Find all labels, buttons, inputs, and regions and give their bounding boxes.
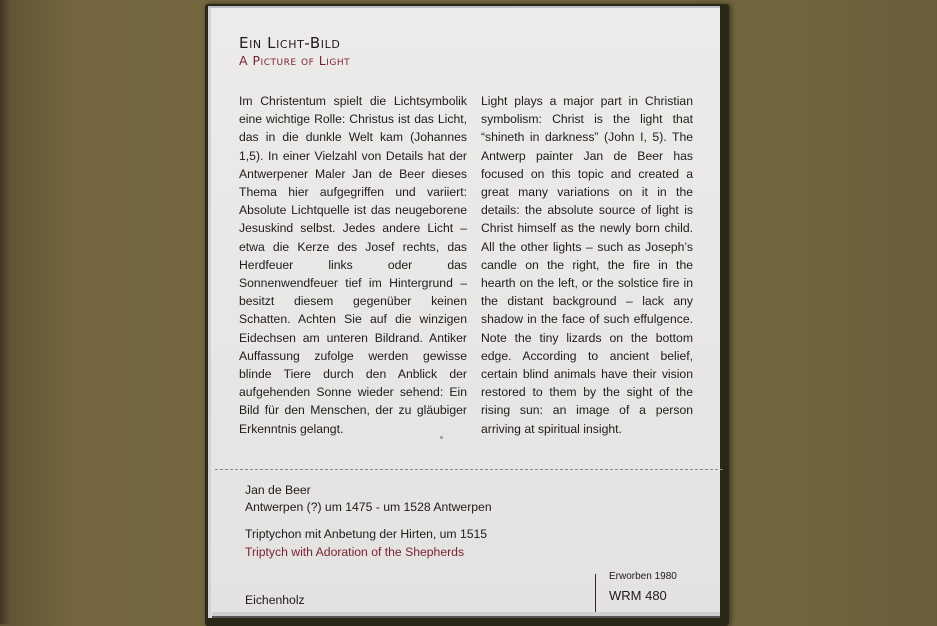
title-german: Ein Licht-Bild bbox=[239, 34, 341, 52]
vertical-separator bbox=[595, 574, 596, 614]
dashed-divider bbox=[215, 469, 723, 470]
dust-speck bbox=[440, 436, 443, 439]
title-english: A Picture of Light bbox=[239, 53, 351, 68]
description-english-text: Light plays a major part in Christian symbolism: Christ is the light that “shineth in darkness” (John I, 5). The Antwerp painter Jan de Beer has focused on this topic and created a great many variations on it in the details: the absolute source of light is Christ himself as the newly born child. All the other lights – such as Joseph’s candle on the right, the fire in the hearth on the left, or the solstice fire in the distant background – lack any shadow in the face of such effulgence. Note the tiny lizards on the bottom edge. According to ancient belief, certain blind animals have their vision restored to them by the sight of the rising sun: an image of a person arriving at spiritual insight. bbox=[481, 94, 693, 436]
artist-lifespan: Antwerpen (?) um 1475 - um 1528 Antwerpen bbox=[245, 500, 492, 514]
description-german bbox=[239, 92, 467, 438]
acrylic-bottom-edge bbox=[212, 612, 720, 618]
material: Eichenholz bbox=[245, 593, 305, 607]
description-german-text: Im Christentum spielt die Lichtsymbolik eine wichtige Rolle: Christus ist das Licht, das in die dunkle Welt kam (Johannes 1,5). In einer Vielzahl von Details hat der Antwerpener Maler Jan de Beer dieses Thema hier aufgegriffen und variiert: Absolute Lichtquelle ist das neugeborene Jesuskind selbst. Jedes andere Licht – etwa die Kerze des Josef rechts, das Herdfeuer links oder das Sonnenwendfeuer tief im Hintergrund – besitzt diesem gegenüber keinen Schatten. Achten Sie auf die winzigen Eidechsen am unteren Bildrand. Antiker Auffassung zufolge werden gewisse blinde Tiere durch den Anblick der aufgehenden Sonne wieder sehend: Ein Bild für den Menschen, der zu gläubiger Erkenntnis gelangt. bbox=[239, 94, 467, 436]
museum-placard bbox=[208, 8, 720, 618]
inventory-number: WRM 480 bbox=[609, 588, 667, 603]
work-title-english: Triptych with Adoration of the Shepherds bbox=[245, 545, 465, 559]
acquisition-year: Erworben 1980 bbox=[609, 571, 677, 582]
description-english bbox=[481, 92, 693, 438]
wall-shadow bbox=[0, 0, 10, 624]
artist-name: Jan de Beer bbox=[245, 483, 311, 497]
work-title-german: Triptychon mit Anbetung der Hirten, um 1515 bbox=[245, 527, 488, 541]
